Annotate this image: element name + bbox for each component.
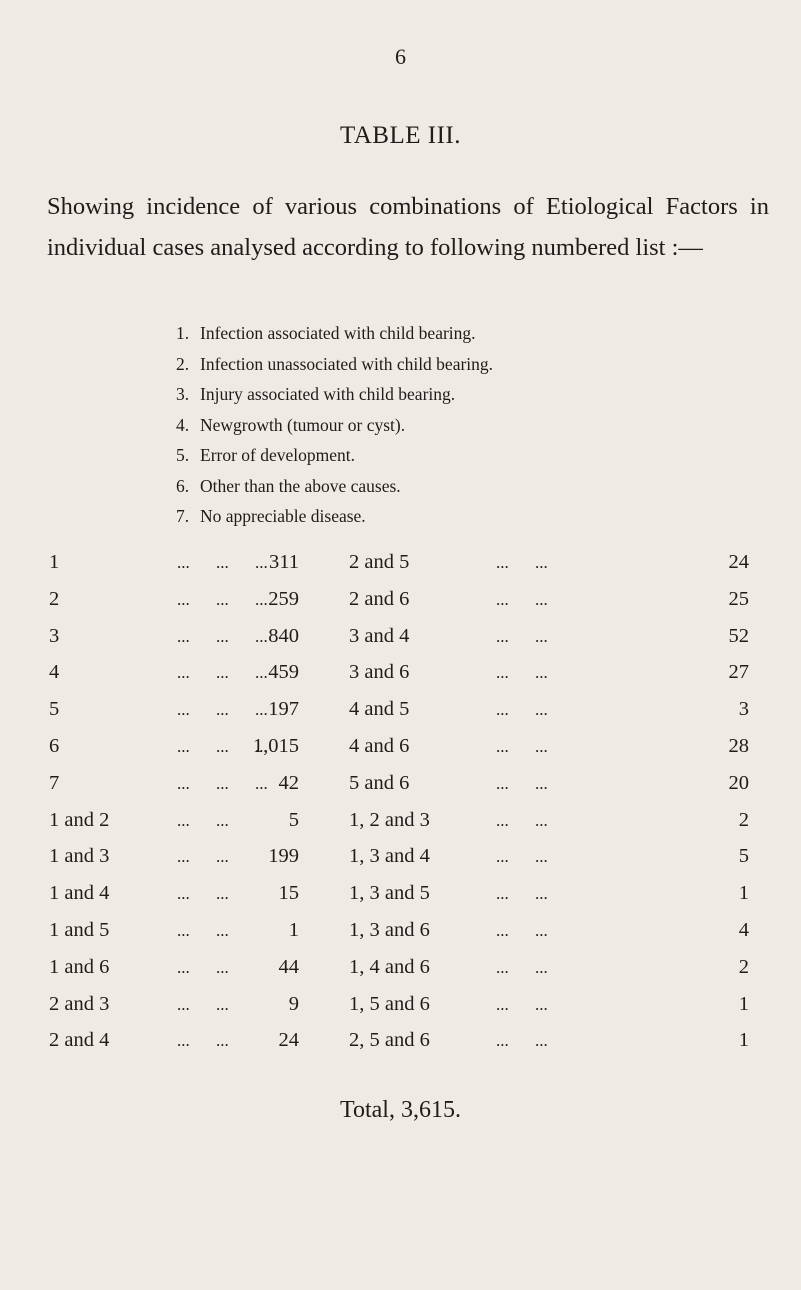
dot-leader: ... ... [177, 994, 229, 1014]
dot-leader: ... ... [177, 920, 229, 940]
left-combination-label: 1 and 3 [49, 845, 110, 868]
factor-item [176, 410, 736, 441]
right-case-count: 5 [738, 845, 749, 868]
combination-table [49, 551, 749, 1066]
left-case-count: 24 [278, 1029, 299, 1052]
factor-number: 4. [176, 414, 190, 435]
dot-leader: ... ... [177, 957, 229, 977]
table-row [49, 993, 749, 1030]
left-case-count: 44 [278, 955, 299, 978]
table-row [49, 919, 749, 956]
right-case-count: 2 [738, 955, 749, 978]
factor-item [176, 471, 736, 502]
left-case-count: 840 [268, 624, 299, 647]
right-case-count: 4 [738, 918, 749, 941]
table-row [49, 809, 749, 846]
dot-leader: ... ... [496, 589, 548, 609]
factor-item [176, 349, 736, 380]
right-case-count: 28 [728, 734, 749, 757]
table-title: TABLE III. [339, 122, 461, 149]
factor-number: 7. [176, 506, 190, 526]
dot-leader: ... ... [496, 736, 548, 756]
dot-leader: ... ... [177, 810, 229, 830]
right-case-count: 24 [728, 551, 749, 573]
left-case-count: 5 [288, 808, 299, 831]
left-combination-label: 2 and 3 [49, 992, 110, 1015]
right-case-count: 27 [728, 661, 749, 684]
left-combination-label: 7 [49, 771, 60, 794]
right-combination-label: 2 and 6 [349, 587, 410, 610]
factor-item [176, 318, 736, 349]
left-case-count: 199 [268, 845, 299, 868]
dot-leader: ... ... [496, 553, 548, 572]
right-combination-label: 1, 2 and 3 [349, 808, 430, 831]
intro-paragraph: Showing incidence of various combinations of Etiological Factors in individual cases analysed according to following numbered list :— [47, 193, 769, 261]
factor-item [176, 379, 736, 410]
dot-leader: ... ... ... [177, 589, 268, 609]
table-row [49, 588, 749, 625]
left-combination-label: 3 [49, 624, 60, 647]
right-combination-label: 1, 3 and 5 [349, 882, 430, 905]
right-combination-label: 2, 5 and 6 [349, 1029, 430, 1052]
right-case-count: 1 [738, 882, 749, 905]
dot-leader: ... ... [496, 1031, 548, 1051]
right-combination-label: 1, 4 and 6 [349, 955, 430, 978]
dot-leader: ... ... ... [177, 663, 268, 683]
factor-number: 2. [176, 353, 190, 374]
factor-text: Other than the above causes. [200, 475, 401, 496]
dot-leader: ... ... [496, 626, 548, 646]
left-case-count: 9 [288, 992, 299, 1015]
factor-number: 3. [176, 384, 190, 404]
table-row [49, 735, 749, 772]
left-combination-label: 1 and 6 [49, 955, 110, 978]
factor-text: Injury associated with child bearing. [200, 384, 456, 404]
right-combination-label: 3 and 6 [349, 661, 410, 684]
dot-leader: ... ... ... [177, 553, 268, 572]
factor-item [176, 440, 736, 471]
dot-leader: ... ... [496, 663, 548, 683]
dot-leader: ... ... [496, 884, 548, 904]
right-case-count: 25 [728, 587, 749, 610]
factor-text: Infection associated with child bearing. [200, 323, 476, 343]
right-combination-label: 3 and 4 [349, 624, 410, 647]
page-number: 6 [395, 44, 406, 69]
dot-leader: ... ... [177, 847, 229, 867]
factor-number: 6. [176, 475, 190, 496]
right-case-count: 2 [738, 808, 749, 831]
table-row [49, 625, 749, 662]
total-value: 3,615. [400, 1097, 461, 1123]
factor-list [176, 318, 736, 532]
dot-leader: ... ... [177, 884, 229, 904]
factor-number: 5. [176, 445, 190, 465]
factor-text: Infection unassociated with child bearing. [200, 353, 494, 374]
dot-leader: ... ... [496, 994, 548, 1014]
table-row [49, 661, 749, 698]
right-combination-label: 4 and 6 [349, 734, 410, 757]
total-label: Total, [340, 1097, 395, 1123]
dot-leader: ... ... [496, 920, 548, 940]
dot-leader: ... ... [496, 773, 548, 793]
left-case-count: 15 [278, 882, 299, 905]
dot-leader: ... ... [177, 1031, 229, 1051]
factor-text: Error of development. [200, 445, 356, 465]
total-line [0, 1097, 801, 1124]
left-case-count: 311 [269, 551, 299, 573]
factor-text: No appreciable disease. [200, 506, 366, 526]
left-case-count: 1,015 [252, 734, 299, 757]
right-combination-label: 1, 3 and 4 [349, 845, 430, 868]
left-combination-label: 5 [49, 698, 60, 721]
table-row [49, 956, 749, 993]
table-row [49, 698, 749, 735]
table-row [49, 772, 749, 809]
left-combination-label: 1 and 2 [49, 808, 110, 831]
left-case-count: 459 [268, 661, 299, 684]
right-case-count: 1 [738, 1029, 749, 1052]
right-combination-label: 1, 5 and 6 [349, 992, 430, 1015]
table-row [49, 1029, 749, 1066]
left-combination-label: 2 [49, 587, 60, 610]
dot-leader: ... ... ... [177, 773, 268, 793]
dot-leader: ... ... ... [177, 700, 268, 720]
left-combination-label: 1 and 5 [49, 918, 110, 941]
dot-leader: ... ... [496, 810, 548, 830]
left-combination-label: 6 [49, 734, 60, 757]
dot-leader: ... ... [496, 700, 548, 720]
right-combination-label: 4 and 5 [349, 698, 410, 721]
left-combination-label: 4 [49, 661, 60, 684]
left-case-count: 42 [278, 771, 299, 794]
right-combination-label: 5 and 6 [349, 771, 410, 794]
left-case-count: 1 [288, 918, 299, 941]
dot-leader: ... ... [496, 847, 548, 867]
left-combination-label: 1 [49, 551, 60, 573]
left-combination-label: 1 and 4 [49, 882, 110, 905]
dot-leader: ... ... ... [177, 626, 268, 646]
right-combination-label: 2 and 5 [349, 551, 410, 573]
dot-leader: ... ... [496, 957, 548, 977]
right-combination-label: 1, 3 and 6 [349, 918, 430, 941]
factor-item [176, 501, 736, 532]
left-combination-label: 2 and 4 [49, 1029, 110, 1052]
left-case-count: 197 [268, 698, 299, 721]
dot-leader: ... ... ... [177, 736, 268, 756]
table-row [49, 882, 749, 919]
table-row [49, 551, 749, 588]
right-case-count: 3 [738, 698, 749, 721]
right-case-count: 52 [728, 624, 749, 647]
factor-text: Newgrowth (tumour or cyst). [200, 414, 406, 435]
left-case-count: 259 [268, 587, 299, 610]
right-case-count: 20 [728, 771, 749, 794]
table-row [49, 845, 749, 882]
right-case-count: 1 [738, 992, 749, 1015]
factor-number: 1. [176, 323, 190, 343]
